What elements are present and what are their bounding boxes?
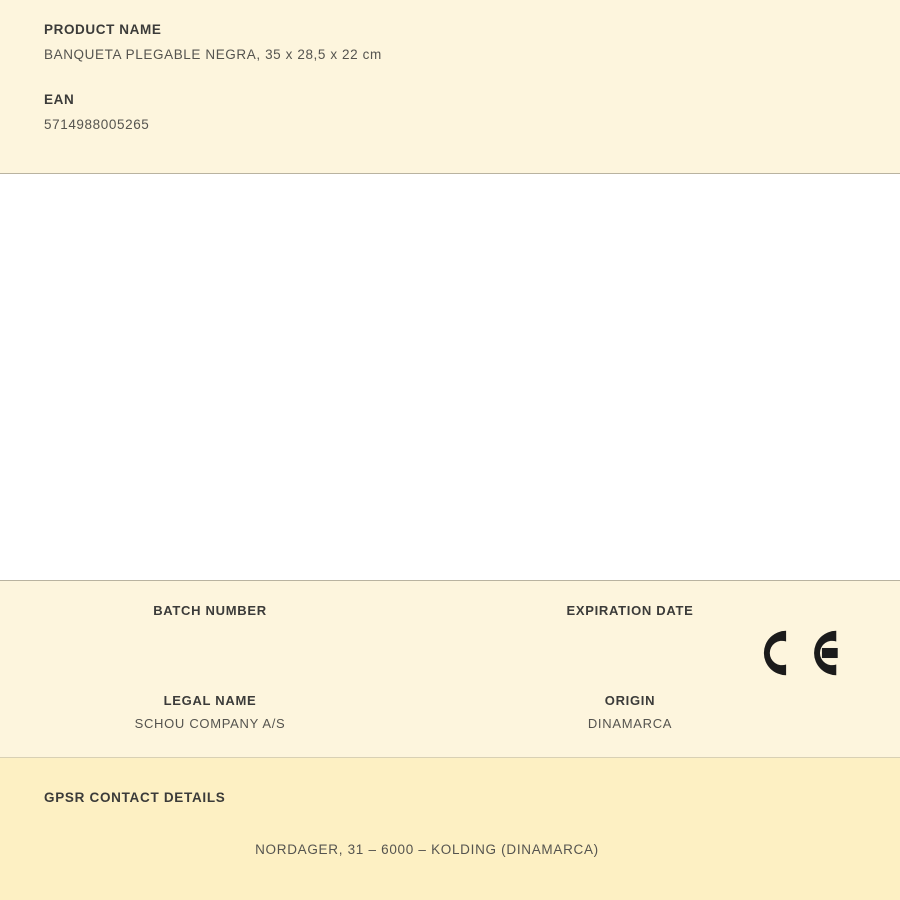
ean-field bbox=[44, 92, 856, 132]
details-row-legal bbox=[0, 693, 900, 731]
product-name-value: BANQUETA PLEGABLE NEGRA, 35 x 28,5 x 22 cm bbox=[44, 47, 382, 62]
origin-field bbox=[420, 693, 840, 731]
product-info-block bbox=[0, 0, 900, 174]
batch-number-field bbox=[0, 603, 420, 641]
gpsr-label: GPSR CONTACT DETAILS bbox=[44, 790, 226, 806]
origin-label: ORIGIN bbox=[604, 693, 656, 709]
legal-name-value: SCHOU COMPANY A/S bbox=[134, 716, 286, 732]
details-spacer bbox=[840, 603, 900, 641]
gpsr-address: NORDAGER, 31 – 6000 – KOLDING (DINAMARCA) bbox=[255, 842, 599, 858]
gpsr-block bbox=[0, 758, 900, 900]
product-name-field bbox=[44, 22, 856, 62]
details-spacer-2 bbox=[840, 693, 900, 731]
ean-value: 5714988005265 bbox=[44, 117, 150, 132]
origin-value: DINAMARCA bbox=[587, 716, 673, 732]
product-image-area bbox=[0, 174, 900, 582]
legal-name-label: LEGAL NAME bbox=[163, 693, 257, 709]
product-name-label: PRODUCT NAME bbox=[44, 22, 162, 37]
ce-mark-icon bbox=[756, 625, 842, 681]
batch-number-label: BATCH NUMBER bbox=[153, 603, 267, 619]
product-details-block bbox=[0, 581, 900, 758]
expiration-date-label: EXPIRATION DATE bbox=[566, 603, 694, 619]
legal-name-field bbox=[0, 693, 420, 731]
ean-label: EAN bbox=[44, 92, 75, 107]
batch-number-value bbox=[10, 626, 410, 641]
